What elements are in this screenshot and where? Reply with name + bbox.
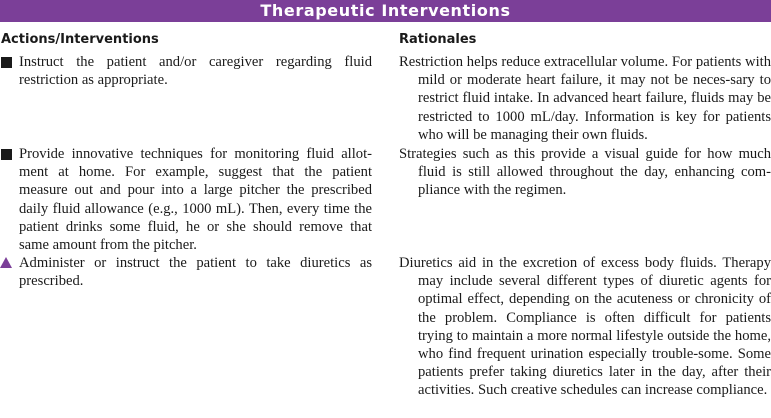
action-item-1 bbox=[0, 53, 372, 89]
square-bullet-icon bbox=[1, 149, 12, 160]
action-text-1: Instruct the patient and/or caregiver regarding fluid restriction as appropriate. bbox=[19, 54, 372, 89]
triangle-bullet-icon bbox=[0, 257, 12, 268]
rationale-item-2: Strategies such as this provide a visual guide for how much fluid is still allowed throughout the day, enhancing com-pliance with the regimen. bbox=[399, 146, 771, 199]
rationale-item-1: Restriction helps reduce extracellular volume. For patients with mild or moderate heart failure, it may not be neces-sary to restrict fluid intake. In advanced heart failure, fluids may be restricted to 1000 mL/day. Information is key for patients who will be managing their own fluids. bbox=[399, 54, 771, 143]
square-bullet-icon bbox=[1, 57, 12, 68]
rationale-item-3: Diuretics aid in the excretion of excess body fluids. Therapy may include several different types of diuretic agents for optimal effect, depending on the acuteness or chronicity of the problem. Compliance is often difficult for patients trying to maintain a more normal lifestyle outside the home, who find frequent urination especially trouble-some. Some patients prefer taking diuretics later in the day, after their activities. Such creative schedules can increase compliance. bbox=[399, 255, 771, 399]
action-text-3: Administer or instruct the patient to take diuretics as prescribed. bbox=[19, 255, 372, 290]
action-text-2: Provide innovative techniques for monitoring fluid allot-ment at home. For example, suggest that the patient measure out and pour into a large pitcher the prescribed daily fluid allowance (e.g., 1000 mL). Then, every time the patient drinks some fluid, he or she should remove that same amount from the pitcher. bbox=[19, 146, 372, 254]
action-item-3 bbox=[0, 254, 372, 290]
action-item-2 bbox=[0, 145, 372, 254]
actions-column-header: Actions/Interventions bbox=[1, 32, 159, 47]
rationales-column-header: Rationales bbox=[399, 32, 477, 47]
section-banner: Therapeutic Interventions bbox=[0, 0, 771, 22]
